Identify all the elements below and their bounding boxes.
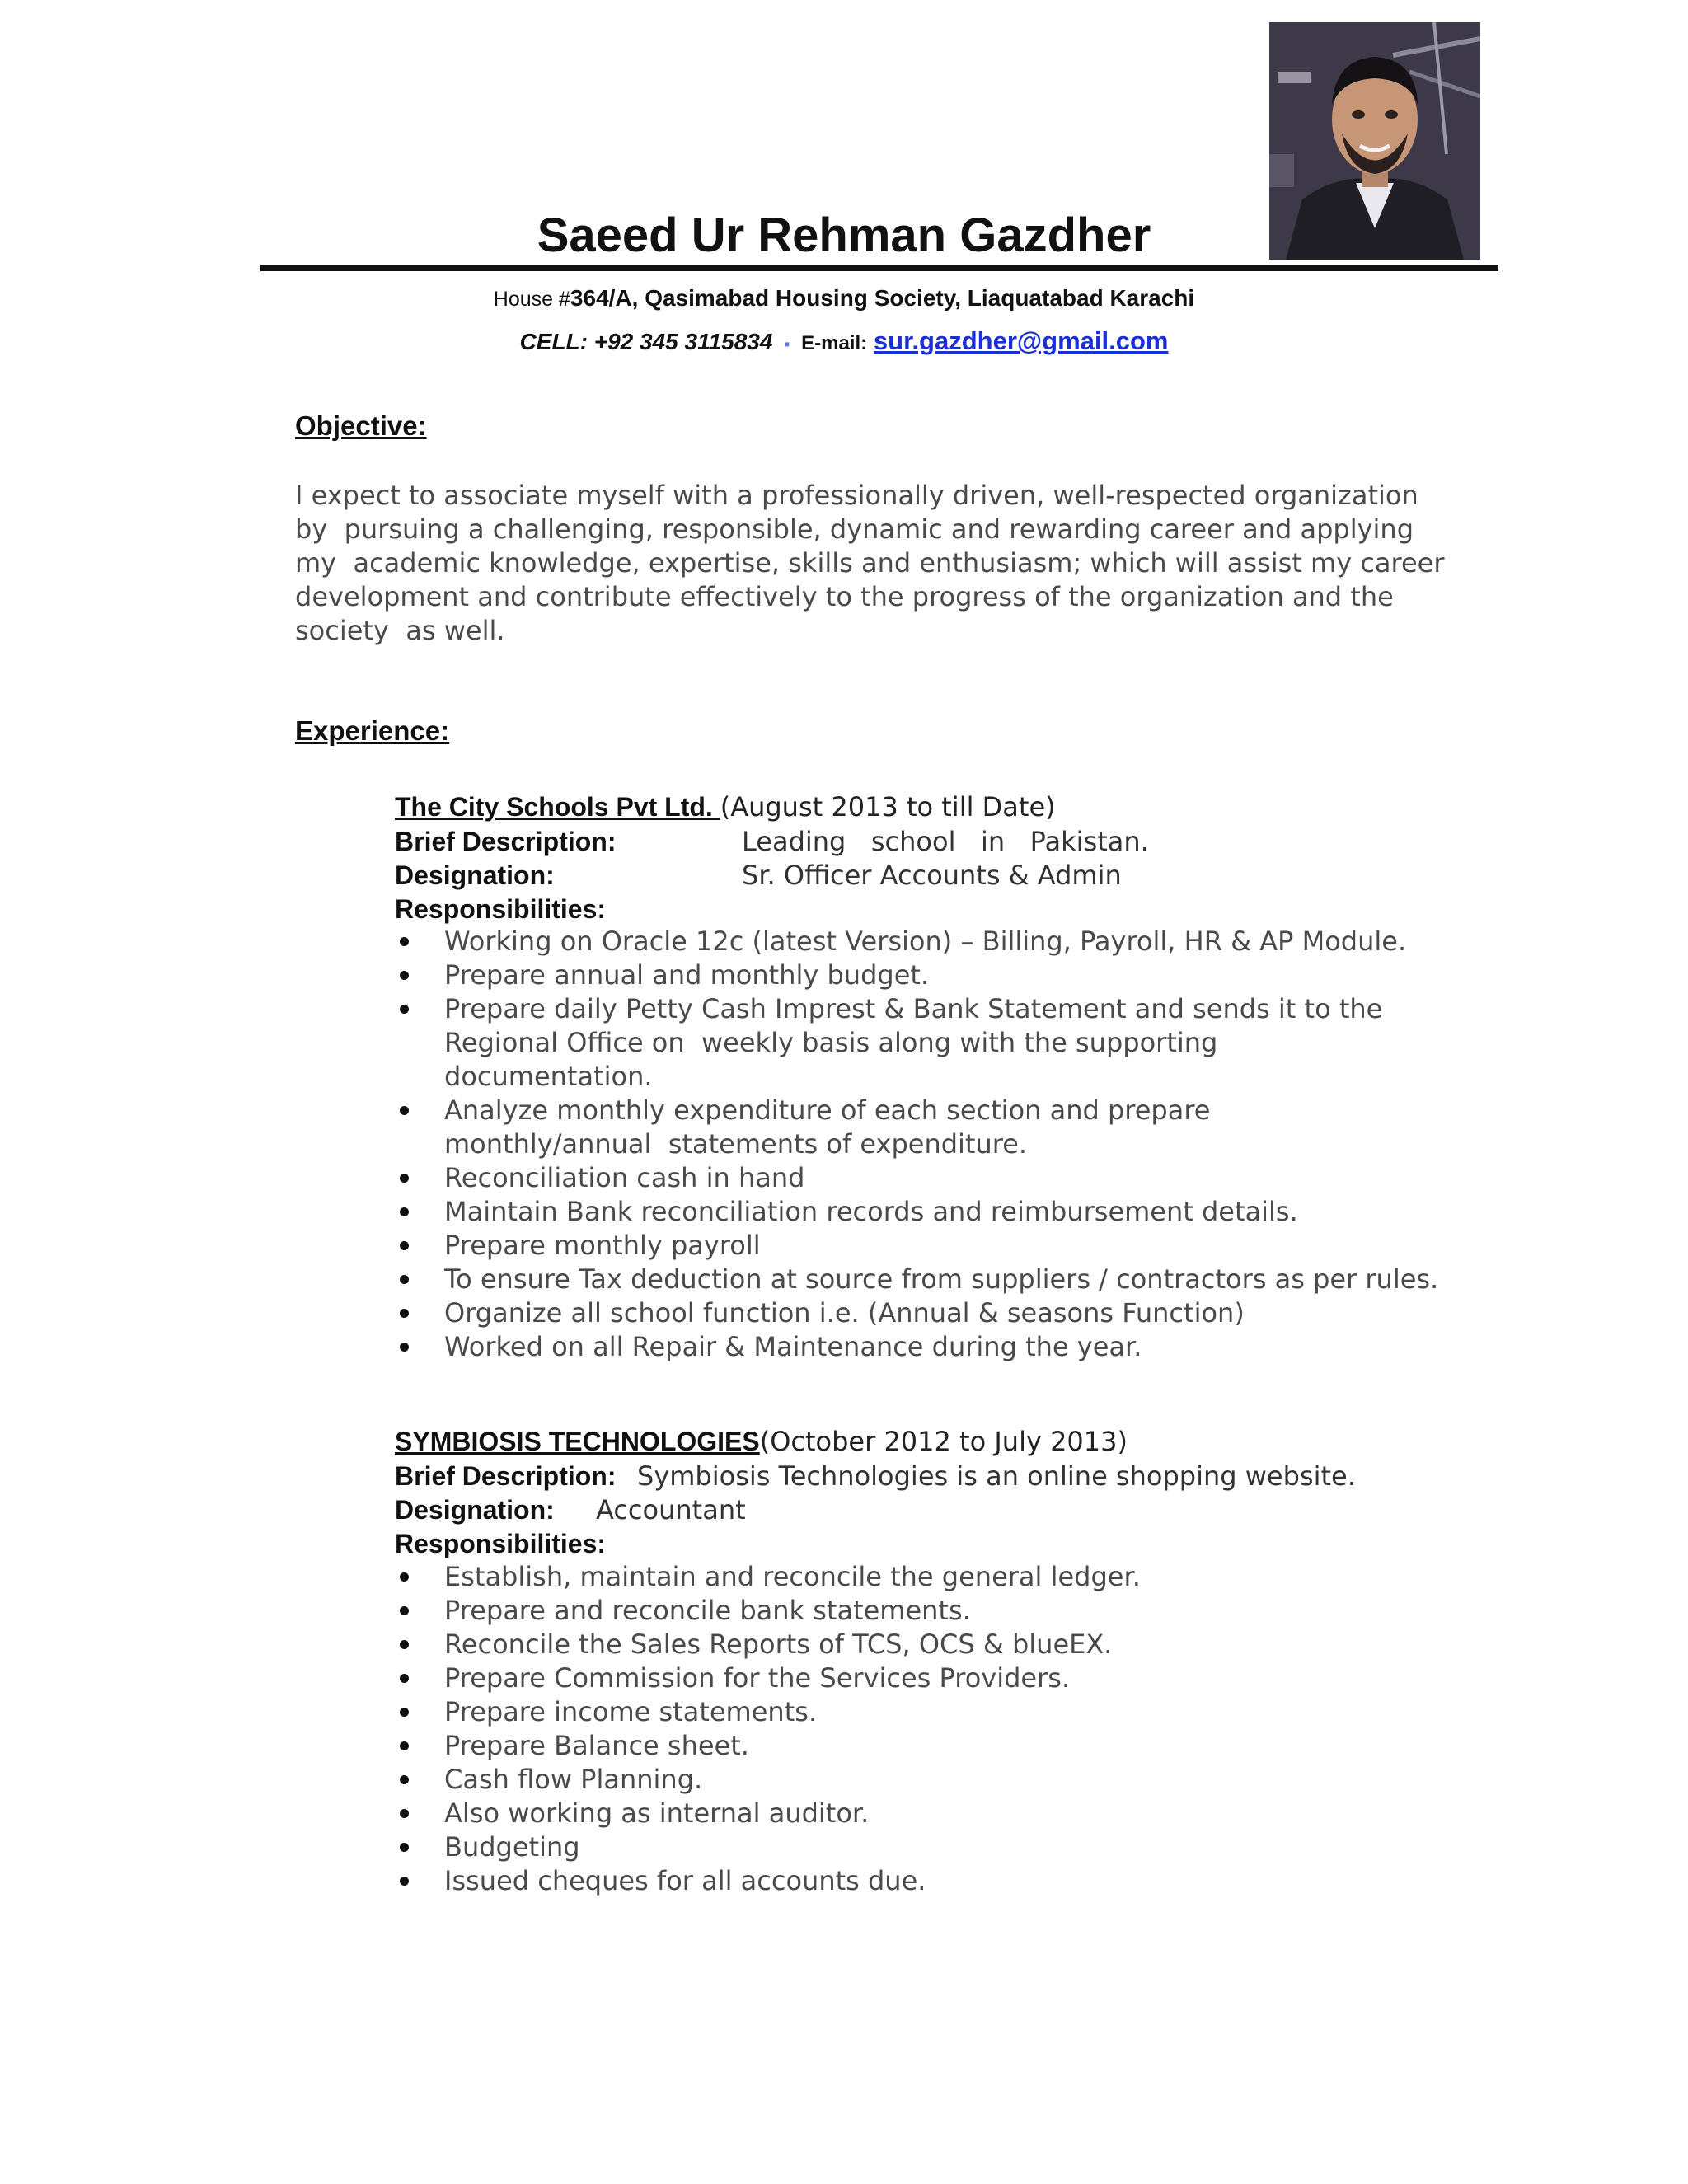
- list-item-text: To ensure Tax deduction at source from suppliers / contractors as per rules.: [444, 1263, 1439, 1295]
- designation-value: Accountant: [596, 1494, 746, 1526]
- bullet-icon: [400, 937, 409, 946]
- list-item: [395, 1094, 1466, 1161]
- job-period: (August 2013 to till Date): [720, 791, 1056, 823]
- list-item: [395, 1560, 1466, 1594]
- list-item-text: monthly/annual statements of expenditure.: [444, 1128, 1028, 1160]
- bullet-icon: [400, 1741, 409, 1750]
- bullet-icon: [400, 1674, 409, 1683]
- bullet-icon: [400, 1640, 409, 1649]
- list-item: [395, 958, 1466, 992]
- list-item: [395, 1729, 1466, 1763]
- brief-description-label: Brief Description:: [395, 827, 617, 856]
- list-item-text: documentation.: [444, 1061, 653, 1092]
- brief-description-value: Leading school in Pakistan.: [742, 826, 1149, 857]
- list-item: [395, 1161, 1466, 1195]
- list-item-text: Worked on all Repair & Maintenance during the year.: [444, 1331, 1142, 1362]
- brief-description-row: [395, 1460, 1356, 1492]
- bullet-icon: [400, 1005, 409, 1014]
- bullet-icon: [400, 1843, 409, 1852]
- list-item: [395, 1229, 1466, 1263]
- header-rule: [260, 265, 1498, 271]
- list-item: [395, 992, 1466, 1094]
- list-item-text: Prepare income statements.: [444, 1696, 818, 1727]
- list-item-text: Prepare monthly payroll: [444, 1230, 761, 1261]
- responsibility-list: [395, 925, 1466, 1364]
- list-item-text: Maintain Bank reconciliation records and reimbursement details.: [444, 1196, 1298, 1227]
- bullet-icon: [400, 1241, 409, 1250]
- objective-heading: Objective:: [295, 410, 427, 441]
- address-line: [0, 285, 1688, 312]
- brief-description-row: [395, 826, 1149, 857]
- list-item: [395, 1594, 1466, 1628]
- objective-line: my academic knowledge, expertise, skills and enthusiasm; which will assist my career: [295, 547, 1445, 579]
- list-item: [395, 1263, 1466, 1296]
- list-item: [395, 1661, 1466, 1695]
- list-item: [395, 1830, 1466, 1864]
- experience-heading: Experience:: [295, 715, 450, 746]
- list-item-text: Cash flow Planning.: [444, 1764, 703, 1795]
- responsibilities-row: [395, 1528, 606, 1559]
- bullet-icon: [400, 1606, 409, 1615]
- contact-line: [0, 326, 1688, 356]
- list-item-text: Establish, maintain and reconcile the general ledger.: [444, 1561, 1141, 1592]
- bullet-icon: [400, 1775, 409, 1784]
- bullet-icon: [400, 1207, 409, 1216]
- responsibility-list: [395, 1560, 1466, 1898]
- list-item-text: Reconcile the Sales Reports of TCS, OCS & blueEX.: [444, 1629, 1113, 1660]
- objective-line: I expect to associate myself with a professionally driven, well-respected organization: [295, 480, 1418, 511]
- list-item: [395, 1763, 1466, 1797]
- bullet-icon: [400, 1174, 409, 1183]
- list-item-text: Working on Oracle 12c (latest Version) – Billing, Payroll, HR & AP Module.: [444, 926, 1407, 957]
- bullet-icon: [400, 1275, 409, 1284]
- responsibilities-label: Responsibilities:: [395, 894, 607, 924]
- list-item: [395, 1864, 1466, 1898]
- responsibilities-label: Responsibilities:: [395, 1529, 607, 1558]
- resume-name: Saeed Ur Rehman Gazdher: [537, 209, 1151, 262]
- list-item-text: Prepare annual and monthly budget.: [444, 959, 930, 991]
- brief-description-value: Symbiosis Technologies is an online shopping website.: [637, 1460, 1356, 1492]
- list-item-text: Prepare and reconcile bank statements.: [444, 1595, 971, 1626]
- bullet-icon: [400, 1572, 409, 1582]
- job-title: [395, 791, 1056, 823]
- bullet-icon: [400, 971, 409, 980]
- objective-paragraph: [295, 479, 1449, 648]
- list-item: [395, 1296, 1466, 1330]
- list-item: [395, 1195, 1466, 1229]
- list-item-text: Issued cheques for all accounts due.: [444, 1865, 926, 1896]
- bullet-icon: [400, 1106, 409, 1115]
- responsibilities-row: [395, 893, 606, 925]
- designation-row: [395, 1494, 746, 1526]
- objective-line: by pursuing a challenging, responsible, dynamic and rewarding career and applying: [295, 513, 1414, 545]
- bullet-icon: [400, 1343, 409, 1352]
- list-item-text: Regional Office on weekly basis along with the supporting: [444, 1027, 1218, 1058]
- company-name: The City Schools Pvt Ltd.: [395, 792, 720, 822]
- company-name: SYMBIOSIS TECHNOLOGIES: [395, 1427, 760, 1456]
- list-item-text: Reconciliation cash in hand: [444, 1162, 805, 1193]
- list-item-text: Analyze monthly expenditure of each section and prepare: [444, 1094, 1211, 1126]
- list-item: [395, 1695, 1466, 1729]
- designation-label: Designation:: [395, 860, 555, 890]
- address-label: House #: [493, 288, 570, 311]
- bullet-icon: [400, 1809, 409, 1818]
- list-item-text: Prepare Commission for the Services Providers.: [444, 1662, 1071, 1694]
- list-item-text: Prepare daily Petty Cash Imprest & Bank Statement and sends it to the: [444, 993, 1383, 1024]
- list-item-text: Also working as internal auditor.: [444, 1797, 870, 1829]
- brief-description-label: Brief Description:: [395, 1461, 617, 1491]
- bullet-icon: [400, 1877, 409, 1886]
- list-item-text: Organize all school function i.e. (Annual & seasons Function): [444, 1297, 1245, 1329]
- email-label: E-mail:: [801, 332, 868, 354]
- contact-separator: ▪: [784, 335, 790, 354]
- bullet-icon: [400, 1309, 409, 1318]
- list-item-text: Prepare Balance sheet.: [444, 1730, 749, 1761]
- list-item: [395, 1330, 1466, 1364]
- objective-line: society as well.: [295, 615, 505, 646]
- list-item-text: Budgeting: [444, 1831, 580, 1863]
- job-period: (October 2012 to July 2013): [759, 1426, 1128, 1457]
- job-title: [395, 1426, 1128, 1457]
- address-value: 364/A, Qasimabad Housing Society, Liaquatabad Karachi: [570, 285, 1195, 311]
- list-item: [395, 1628, 1466, 1661]
- list-item: [395, 925, 1466, 958]
- bullet-icon: [400, 1708, 409, 1717]
- list-item: [395, 1797, 1466, 1830]
- designation-label: Designation:: [395, 1495, 555, 1525]
- email-link[interactable]: sur.gazdher@gmail.com: [873, 326, 1169, 355]
- designation-value: Sr. Officer Accounts & Admin: [742, 860, 1122, 891]
- designation-row: [395, 860, 1122, 891]
- objective-line: development and contribute effectively to the progress of the organization and the: [295, 581, 1394, 612]
- cell-number: CELL: +92 345 3115834: [519, 329, 773, 354]
